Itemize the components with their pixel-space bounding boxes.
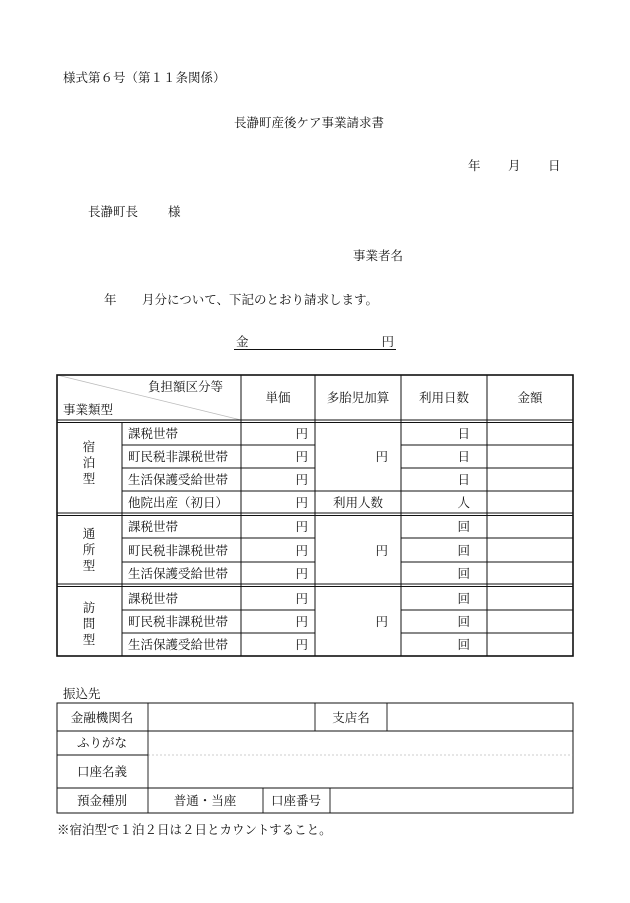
furigana-label: ふりがな — [76, 735, 128, 750]
row-label: 町民税非課税世帯 — [128, 449, 229, 464]
row-count-unit: 日 — [457, 426, 470, 441]
request-statement: 月分について、下記のとおり請求します。 — [142, 292, 379, 307]
addressee: 長瀞町長 — [88, 204, 139, 219]
row-count-unit: 回 — [457, 637, 470, 652]
multi-birth-unit: 円 — [375, 449, 388, 464]
col-unit-price: 単価 — [265, 390, 291, 405]
row-unit: 円 — [295, 472, 308, 487]
group-visit-char: 型 — [82, 632, 96, 647]
group-stay-char: 宿 — [82, 439, 96, 454]
group-daycare-char: 所 — [82, 542, 96, 557]
row-count-unit: 日 — [457, 449, 470, 464]
extra-row-mid-label: 利用人数 — [332, 495, 384, 510]
amount-label: 金 — [236, 334, 249, 349]
request-year-label: 年 — [104, 292, 117, 307]
corner-bottom-label: 事業類型 — [63, 402, 114, 417]
row-count-unit: 回 — [457, 519, 470, 534]
row-label: 課税世帯 — [128, 591, 179, 606]
bank-heading: 振込先 — [63, 686, 101, 701]
footnote: ※宿泊型で１泊２日は２日とカウントすること。 — [57, 822, 332, 837]
row-label: 生活保護受給世帯 — [128, 566, 229, 581]
col-usage-days: 利用日数 — [418, 390, 470, 405]
bank-name-label: 金融機関名 — [70, 710, 134, 725]
row-unit: 円 — [295, 543, 308, 558]
col-amount: 金額 — [517, 390, 543, 405]
account-type-label: 預金種別 — [76, 793, 128, 808]
row-unit: 円 — [295, 519, 308, 534]
addressee-honorific: 様 — [168, 204, 181, 219]
row-count-unit: 回 — [457, 543, 470, 558]
bank-name-field[interactable] — [148, 703, 315, 731]
group-stay-char: 型 — [82, 471, 96, 486]
account-number-label: 口座番号 — [270, 793, 322, 808]
row-count-unit: 回 — [457, 566, 470, 581]
group-daycare-char: 通 — [82, 526, 96, 541]
account-type-value: 普通・当座 — [173, 793, 237, 808]
account-name-label: 口座名義 — [76, 764, 128, 779]
row-count-unit: 回 — [457, 591, 470, 606]
furigana-field[interactable] — [148, 731, 573, 755]
extra-row-unit: 円 — [295, 495, 308, 510]
extra-row-count-unit: 人 — [457, 495, 470, 510]
group-visit-char: 問 — [82, 616, 96, 631]
row-unit: 円 — [295, 566, 308, 581]
corner-top-label: 負担額区分等 — [148, 379, 224, 394]
row-unit: 円 — [295, 637, 308, 652]
row-label: 課税世帯 — [128, 519, 179, 534]
branch-name-field[interactable] — [387, 703, 573, 731]
row-label: 課税世帯 — [128, 426, 179, 441]
account-name-field[interactable] — [148, 755, 573, 788]
row-label: 町民税非課税世帯 — [128, 614, 229, 629]
row-count-unit: 日 — [457, 472, 470, 487]
group-visit-char: 訪 — [82, 600, 96, 615]
row-unit: 円 — [295, 449, 308, 464]
row-unit: 円 — [295, 426, 308, 441]
row-count-unit: 回 — [457, 614, 470, 629]
date-year-label: 年 — [468, 158, 481, 173]
multi-birth-unit: 円 — [375, 543, 388, 558]
col-multiple-birth: 多胎児加算 — [326, 390, 390, 405]
date-month-label: 月 — [508, 158, 521, 173]
form-number: 様式第６号（第１１条関係） — [63, 70, 226, 85]
branch-label: 支店名 — [332, 710, 370, 725]
row-label: 生活保護受給世帯 — [128, 472, 229, 487]
account-number-field[interactable] — [330, 788, 573, 813]
group-stay-char: 泊 — [82, 455, 96, 470]
row-unit: 円 — [295, 614, 308, 629]
row-label: 生活保護受給世帯 — [128, 637, 229, 652]
row-unit: 円 — [295, 591, 308, 606]
group-daycare-char: 型 — [82, 558, 96, 573]
business-name-label: 事業者名 — [353, 248, 404, 263]
amount-unit: 円 — [381, 334, 394, 349]
document-title: 長瀞町産後ケア事業請求書 — [234, 115, 385, 130]
multi-birth-unit: 円 — [375, 614, 388, 629]
date-day-label: 日 — [548, 158, 561, 173]
amount-input-column[interactable] — [487, 422, 573, 656]
extra-row-label: 他院出産（初日） — [128, 495, 229, 510]
row-label: 町民税非課税世帯 — [128, 543, 229, 558]
